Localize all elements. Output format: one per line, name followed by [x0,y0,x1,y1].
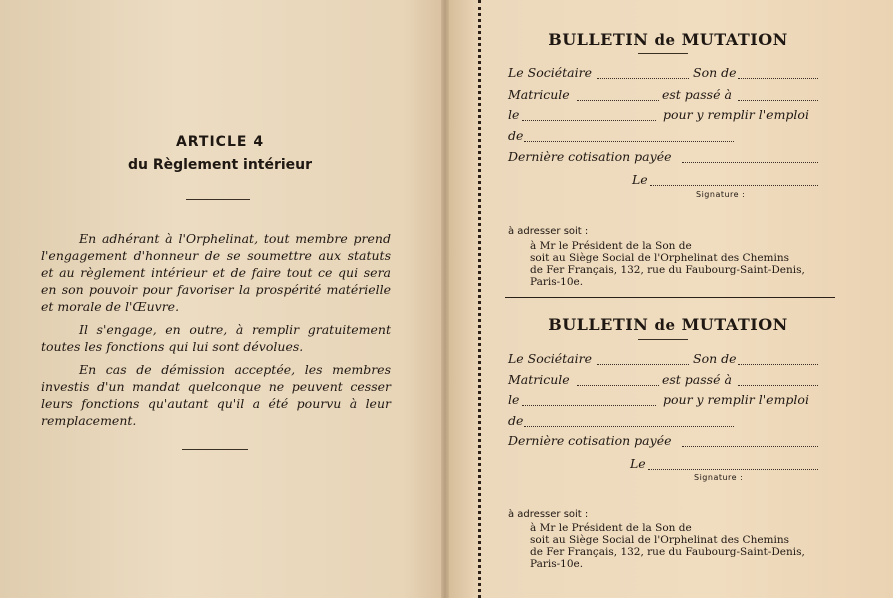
est-passe-field[interactable] [738,100,818,101]
label-signature: Signature : [694,473,744,482]
address-intro: à adresser soit : [508,509,589,520]
cotisation-field[interactable] [682,446,818,447]
matricule-field[interactable] [577,100,659,101]
address-line-2: soit au Siège Social de l'Orphelinat des Chemins [530,534,790,546]
label-le-date: Le [630,456,646,471]
bulletin-1-title: BULLETIN de MUTATION [548,30,788,49]
label-le: le [508,392,520,407]
address-line-3: de Fer Français, 132, rue du Faubourg-Saint-Denis, [530,546,805,558]
bulletin-2-title: BULLETIN de MUTATION [548,315,788,334]
le-field[interactable] [522,120,656,121]
address-line-2: soit au Siège Social de l'Orphelinat des Chemins [530,252,790,264]
matricule-field[interactable] [577,385,659,386]
title-divider [186,199,250,200]
label-matricule: Matricule [508,87,570,102]
address-intro: à adresser soit : [508,226,589,237]
bulletin-1-title-rule [638,53,688,54]
perforation-line [478,0,481,598]
label-le: le [508,107,520,122]
article-paragraph-1: En adhérant à l'Orphelinat, tout membre prend l'engagement d'honneur de se soumettre aux statuts et au règlement intérieur et de faire tout ce qui sera en son pouvoir pour favoriser la prospérité matérielle et morale de l'Œuvre. [41,231,391,314]
end-divider [182,449,248,450]
label-son-de: Son de [693,65,737,80]
date-field[interactable] [648,469,818,470]
societaire-field[interactable] [597,78,689,79]
societaire-field[interactable] [597,364,689,365]
son-field[interactable] [738,78,818,79]
label-cotisation: Dernière cotisation payée [508,433,672,448]
article-paragraph-3: En cas de démission acceptée, les membres investis d'un mandat quelconque ne peuvent cesser leurs fonctions qu'autant qu'il a été pourvu à leur remplacement. [41,362,391,428]
est-passe-field[interactable] [738,385,818,386]
label-de: de [508,128,524,143]
label-de: de [508,413,524,428]
article-subtitle: du Règlement intérieur [127,157,313,173]
article-title: ARTICLE 4 [175,134,265,150]
address-line-1: à Mr le Président de la Son de [530,522,692,534]
son-field[interactable] [738,364,818,365]
label-son-de: Son de [693,351,737,366]
address-line-4: Paris-10e. [530,558,584,570]
label-cotisation: Dernière cotisation payée [508,149,672,164]
label-le-date: Le [632,172,648,187]
article-paragraph-2: Il s'engage, en outre, à remplir gratuitement toutes les fonctions qui lui sont dévolues. [41,322,391,354]
address-line-3: de Fer Français, 132, rue du Faubourg-Saint-Denis, [530,264,805,276]
emploi-field[interactable] [524,426,734,427]
label-pour-emploi: pour y remplir l'emploi [663,107,809,122]
address-line-4: Paris-10e. [530,276,584,288]
address-line-1: à Mr le Président de la Son de [530,240,692,252]
label-societaire: Le Sociétaire [508,351,593,366]
le-field[interactable] [522,405,656,406]
book-spine [441,0,449,598]
label-pour-emploi: pour y remplir l'emploi [663,392,809,407]
bulletin-2-title-rule [638,339,688,340]
label-societaire: Le Sociétaire [508,65,593,80]
label-matricule: Matricule [508,372,570,387]
cotisation-field[interactable] [682,162,818,163]
label-est-passe: est passé à [662,87,732,102]
emploi-field[interactable] [524,141,734,142]
bulletin-separator [505,297,835,298]
label-signature: Signature : [696,190,746,199]
label-est-passe: est passé à [662,372,732,387]
date-field[interactable] [650,185,818,186]
